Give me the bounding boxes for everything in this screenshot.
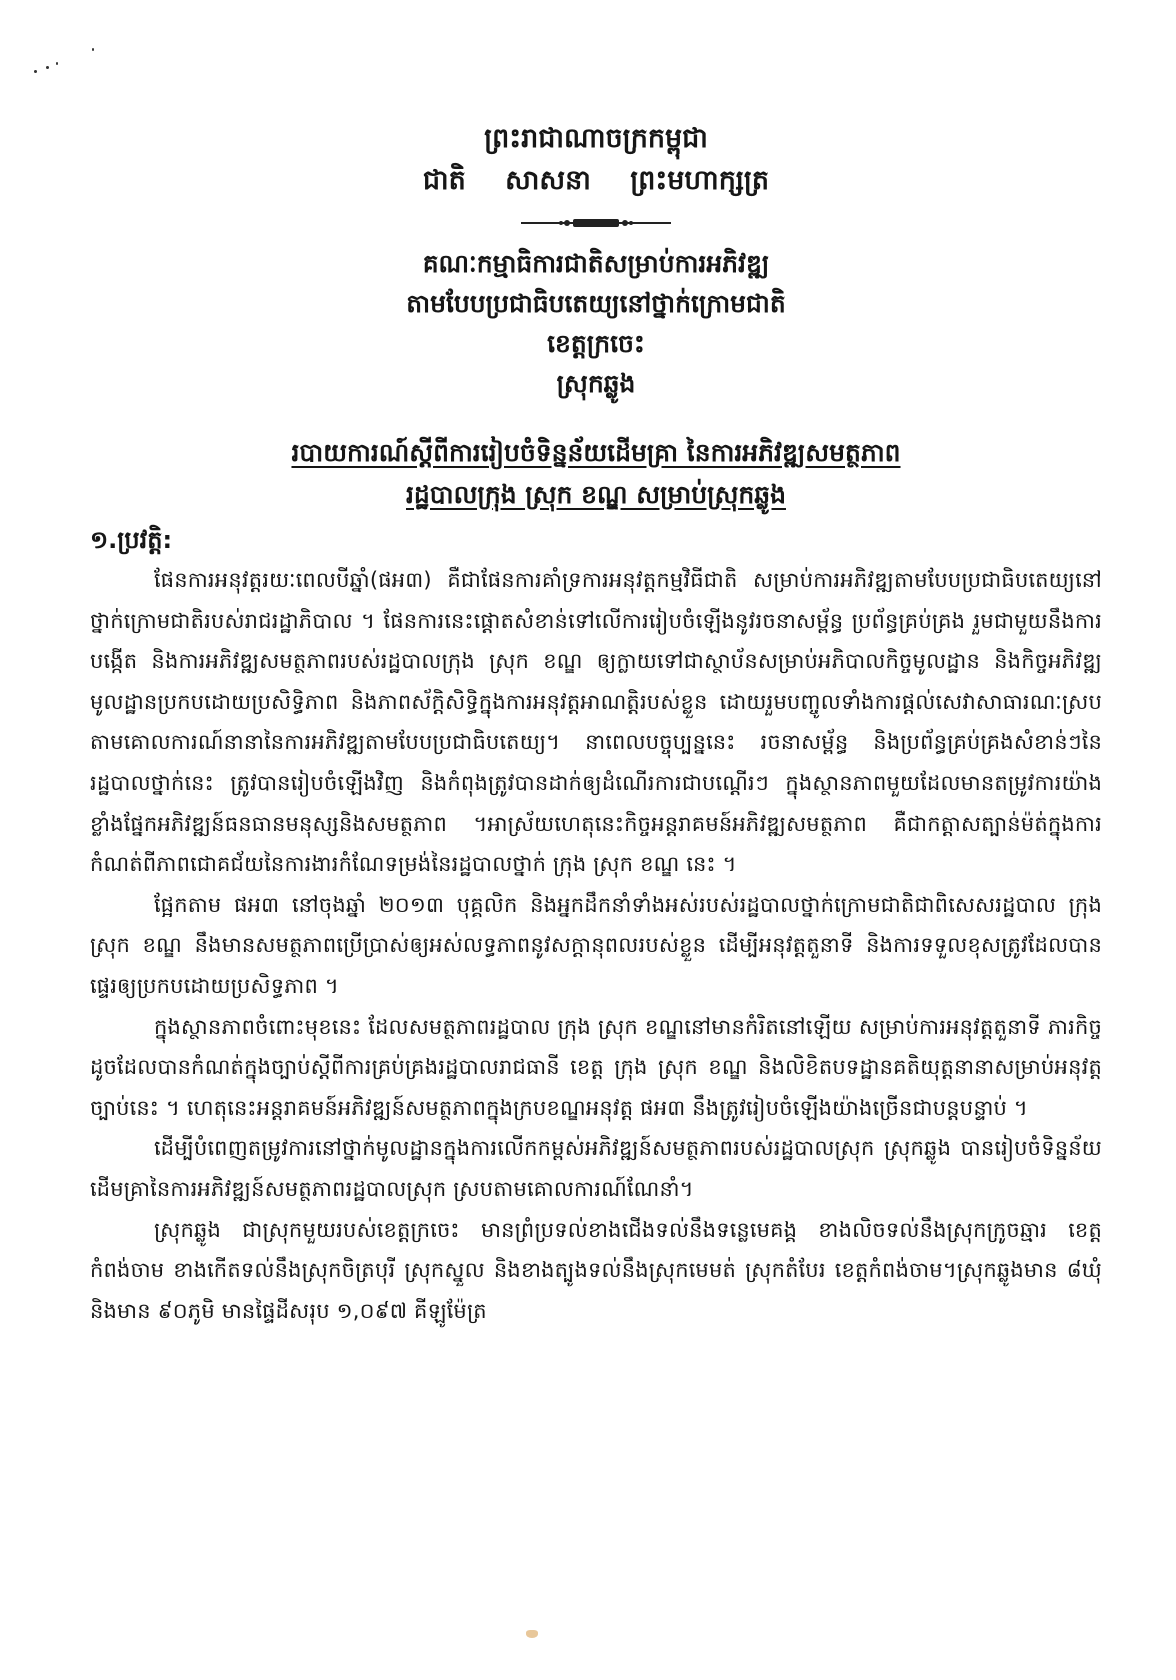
committee-line-1: គណៈកម្មាធិការជាតិសម្រាប់ការអភិវឌ្ឍ bbox=[422, 249, 770, 278]
committee-line-2: តាមបែបប្រជាធិបតេយ្យនៅថ្នាក់ក្រោមជាតិ bbox=[406, 289, 786, 318]
paragraph: ផ្អែកតាម ផអ៣ នៅចុងឆ្នាំ ២០១៣ បុគ្គលិក និងអ្នកដឹកនាំទាំងអស់របស់រដ្ឋបាលថ្នាក់ក្រោមជាតិជាពិសេសរដ្ឋបាល ក្រុង ស្រុក ខណ្ឌ នឹងមានសមត្ថភាពប្រើប្រាស់ឲ្យអស់លទ្ធភាពនូវសក្តានុពលរបស់ខ្លួន ដើម្បីអនុវត្តតួនាទី និងការទទួលខុសត្រូវដែលបានផ្ទេរឲ្យប្រកបដោយប្រសិទ្ធភាព ។ bbox=[90, 892, 1102, 998]
scan-speck bbox=[46, 66, 49, 69]
paragraph: ក្នុងស្ថានភាពចំពោះមុខនេះ ដែលសមត្ថភាពរដ្ឋបាល ក្រុង ស្រុក ខណ្ឌនៅមានកំរិតនៅឡើយ សម្រាប់ការអនុវត្តតួនាទី ភារកិច្ច ដូចដែលបានកំណត់ក្នុងច្បាប់ស្តីពីការគ្រប់គ្រងរដ្ឋបាលរាជធានី ខេត្ត ក្រុង ស្រុក ខណ្ឌ និងលិខិតបទដ្ឋានគតិយុត្តនានាសម្រាប់អនុវត្តច្បាប់នេះ ។ ហេតុនេះអន្តរាគមន៍អភិវឌ្ឍន៍សមត្ថភាពក្នុងក្របខណ្ឌអនុវត្ត ផអ៣ នឹងត្រូវរៀបចំឡើងយ៉ាងច្រើនជាបន្តបន្ទាប់ ។ bbox=[90, 1014, 1102, 1120]
kingdom-heading: ព្រះរាជាណាចក្រកម្ពុជា bbox=[484, 123, 708, 154]
scan-speck bbox=[34, 70, 37, 73]
paragraph: ស្រុកឆ្លូង ជាស្រុកមួយរបស់ខេត្តក្រចេះ មានព្រំប្រទល់ខាងជើងទល់នឹងទន្លេមេគង្គ ខាងលិចទល់នឹងស្រុកក្រូចឆ្មារ ខេត្តកំពង់ចាម ខាងកើតទល់នឹងស្រុកចិត្របុរី ស្រុកស្នួល និងខាងត្បូងទល់នឹងស្រុកមេមត់ ស្រុកតំបែរ ខេត្តកំពង់ចាម។ស្រុកឆ្លូងមាន ៨ឃុំ និងមាន ៩០ភូមិ មានផ្ទៃដីសរុប ១,០៩៧ គីឡូម៉ែត្រ bbox=[90, 1217, 1102, 1323]
ornament-divider bbox=[521, 216, 671, 230]
document-page bbox=[90, 118, 1102, 1331]
report-title-line-2: រដ្ឋបាលក្រុង ស្រុក ខណ្ឌ សម្រាប់ស្រុកឆ្លូង bbox=[406, 480, 786, 509]
district-name: ស្រុកឆ្លូង bbox=[556, 369, 636, 398]
scan-speck bbox=[56, 62, 58, 65]
national-motto: ជាតិ សាសនា ព្រះមហាក្សត្រ bbox=[422, 165, 770, 196]
scan-speck bbox=[92, 48, 94, 51]
province-name: ខេត្តក្រចេះ bbox=[547, 329, 645, 358]
scan-stain bbox=[526, 1630, 538, 1638]
report-title-line-1: របាយការណ៍ស្តីពីការរៀបចំទិន្នន័យដើមគ្រា នៃការអភិវឌ្ឍសមត្ថភាព bbox=[291, 438, 901, 467]
paragraph: ដើម្បីបំពេញតម្រូវការនៅថ្នាក់មូលដ្ឋានក្នុងការលើកកម្ពស់អភិវឌ្ឍន៍សមត្ថភាពរបស់រដ្ឋបាលស្រុក ស្រុកឆ្លូង បានរៀបចំទិន្នន័យដើមគ្រានៃការអភិវឌ្ឍន៍សមត្ថភាពរដ្ឋបាលស្រុក ស្របតាមគោលការណ៍ណែនាំ។ bbox=[90, 1136, 1102, 1201]
section-heading: ១.ប្រវត្តិ: bbox=[90, 526, 173, 554]
paragraph: ផែនការអនុវត្តរយៈពេលបីឆ្នាំ(ផអ៣) គឺជាផែនការគាំទ្រការអនុវត្តកម្មវិធីជាតិ សម្រាប់ការអភិវឌ្ឍតាមបែបប្រជាធិបតេយ្យនៅថ្នាក់ក្រោមជាតិរបស់រាជរដ្ឋាភិបាល ។ ផែនការនេះផ្តោតសំខាន់ទៅលើការរៀបចំឡើងនូវរចនាសម្ព័ន្ធ ប្រព័ន្ធគ្រប់គ្រង រួមជាមួយនឹងការបង្កើត និងការអភិវឌ្ឍសមត្ថភាពរបស់រដ្ឋបាលក្រុង ស្រុក ខណ្ឌ ឲ្យក្លាយទៅជាស្ថាប័នសម្រាប់អភិបាលកិច្ចមូលដ្ឋាន និងកិច្ចអភិវឌ្ឍមូលដ្ឋានប្រកបដោយប្រសិទ្ធិភាព និងភាពស័ក្តិសិទ្ធិក្នុងការអនុវត្តអាណត្តិរបស់ខ្លួន ដោយរួមបញ្ចូលទាំងការផ្តល់សេវាសាធារណៈស្របតាមគោលការណ៍នានានៃការអភិវឌ្ឍតាមបែបប្រជាធិបតេយ្យ។ នាពេលបច្ចុប្បន្ននេះ រចនាសម្ព័ន្ធ និងប្រព័ន្ធគ្រប់គ្រងសំខាន់ៗនៃរដ្ឋបាលថ្នាក់នេះ ត្រូវបានរៀបចំឡើងវិញ និងកំពុងត្រូវបានដាក់ឲ្យដំណើរការជាបណ្តើរៗ ក្នុងស្ថានភាពមួយដែលមានតម្រូវការយ៉ាងខ្លាំងផ្នែកអភិវឌ្ឍន៍ធនធានមនុស្សនិងសមត្ថភាព ។អាស្រ័យហេតុនេះកិច្ចអន្តរាគមន៍អភិវឌ្ឍសមត្ថភាព គឺជាកត្តាសត្បាន់ម៉ត់ក្នុងការកំណត់ពីភាពជោគជ័យនៃការងារកំណែទម្រង់នៃរដ្ឋបាលថ្នាក់ ក្រុង ស្រុក ខណ្ឌ នេះ ។ bbox=[90, 568, 1102, 877]
